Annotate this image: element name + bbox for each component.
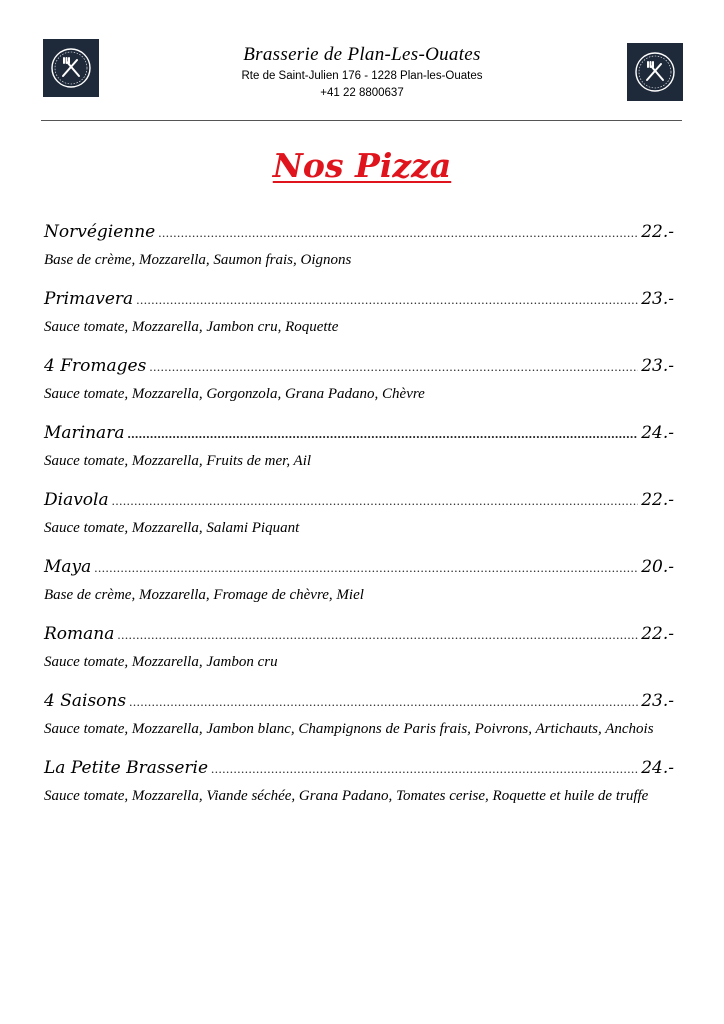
page-title: Nos Pizza [272,146,452,185]
item-price: 20.- [641,557,674,577]
item-description: Sauce tomate, Mozzarella, Gorgonzola, Grana Padano, Chèvre [44,386,425,402]
item-name: Romana [44,624,115,644]
item-price: 24.- [641,423,674,443]
dot-leader [94,560,638,576]
item-description: Sauce tomate, Mozzarella, Jambon cru [44,654,278,670]
dot-leader [158,225,638,241]
menu-item [44,490,674,539]
menu-item [44,356,674,405]
dot-leader [129,694,638,710]
dot-leader [211,761,638,777]
item-price: 23.- [641,356,674,376]
header-divider [41,120,682,121]
item-description: Sauce tomate, Mozzarella, Salami Piquant [44,520,300,536]
menu-item [44,624,674,673]
dot-leader [127,426,638,442]
item-description: Sauce tomate, Mozzarella, Fruits de mer, Ail [44,453,312,469]
dot-leader [149,359,638,375]
item-name: Marinara [44,423,125,443]
item-price: 22.- [641,490,674,510]
dot-leader [112,493,639,509]
brasserie-name: Brasserie de Plan-Les-Ouates [243,44,481,65]
item-description: Base de crème, Mozzarella, Fromage de chèvre, Miel [44,587,364,603]
menu-item [44,691,674,740]
item-name: Primavera [44,289,134,309]
menu-item [44,289,674,338]
item-description: Sauce tomate, Mozzarella, Viande séchée, Grana Padano, Tomates cerise, Roquette et huile de truffe [44,788,649,804]
menu-item [44,758,674,807]
menu-item [44,423,674,472]
brasserie-address: Rte de Saint-Julien 176 - 1228 Plan-les-Ouates [241,70,483,82]
item-name: La Petite Brasserie [44,758,209,778]
menu-item [44,557,674,606]
dot-leader [117,627,638,643]
brasserie-phone: +41 22 8800637 [320,87,404,99]
item-price: 22.- [641,222,674,242]
item-name: Diavola [44,490,109,510]
item-description: Sauce tomate, Mozzarella, Jambon blanc, Champignons de Paris frais, Poivrons, Artichauts, Anchois [44,721,654,737]
item-name: 4 Saisons [44,691,127,711]
item-name: Maya [44,557,92,577]
item-price: 22.- [641,624,674,644]
item-name: 4 Fromages [44,356,147,376]
item-name: Norvégienne [44,222,156,242]
item-price: 23.- [641,691,674,711]
item-description: Base de crème, Mozzarella, Saumon frais, Oignons [44,252,352,268]
dot-leader [136,292,638,308]
menu-item [44,222,674,271]
pizza-menu [44,222,674,825]
item-price: 24.- [641,758,674,778]
item-description: Sauce tomate, Mozzarella, Jambon cru, Roquette [44,319,339,335]
item-price: 23.- [641,289,674,309]
